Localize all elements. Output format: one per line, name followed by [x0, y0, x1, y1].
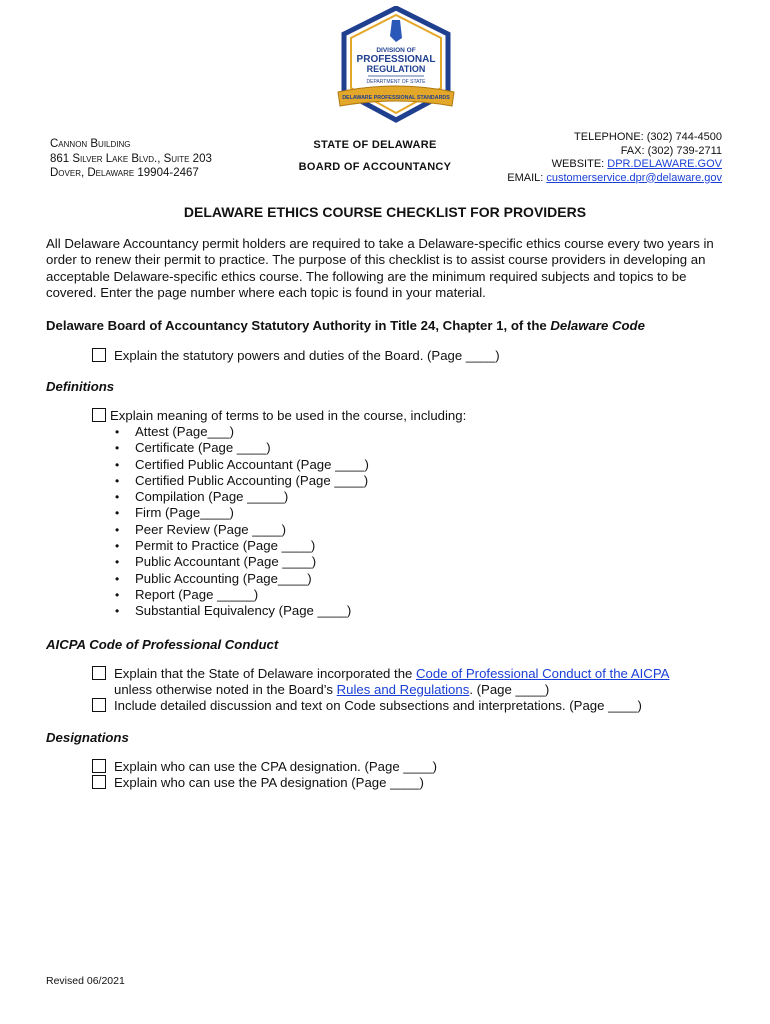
board-label: BOARD OF ACCOUNTANCY: [298, 161, 452, 173]
email-link[interactable]: customerservice.dpr@delaware.gov: [546, 171, 722, 184]
list-item: • Certified Public Accountant (Page ____): [113, 457, 369, 473]
agency-heading: [290, 139, 460, 183]
list-item: • Certified Public Accounting (Page ____): [113, 473, 369, 489]
checklist-item-text: . (Page ____): [469, 682, 550, 697]
checklist-item-cpa-designation: [92, 759, 437, 775]
list-item: • Report (Page _____): [113, 587, 369, 603]
checklist-item-definitions: [92, 408, 466, 424]
telephone: TELEPHONE: (302) 744-4500: [574, 131, 722, 143]
website-row: [507, 158, 722, 172]
definitions-term-list: [113, 424, 369, 620]
division-seal-logo: [330, 6, 462, 126]
designations-heading: Designations: [46, 730, 129, 745]
checklist-item-statutory: [92, 348, 500, 364]
list-item: • Public Accountant (Page ____): [113, 554, 369, 570]
checkbox[interactable]: [92, 408, 106, 422]
aicpa-code-link[interactable]: Code of Professional Conduct of the AICPA: [416, 666, 670, 681]
list-item: • Firm (Page____): [113, 505, 369, 521]
statutory-heading-text: Delaware Board of Accountancy Statutory Authority in Title 24, Chapter 1, of the: [46, 318, 551, 333]
address-block: [50, 137, 212, 181]
page-title: DELAWARE ETHICS COURSE CHECKLIST FOR PROVIDERS: [183, 204, 587, 220]
fax: FAX: (302) 739-2711: [620, 144, 722, 157]
checkbox[interactable]: [92, 348, 106, 362]
list-item: • Peer Review (Page ____): [113, 522, 369, 538]
address-line-1: Cannon Building: [50, 138, 131, 150]
email-row: [507, 172, 722, 186]
checklist-item-aicpa-discussion: [92, 698, 642, 714]
checkbox[interactable]: [92, 775, 106, 789]
list-item: • Certificate (Page ____): [113, 440, 369, 456]
statutory-heading-italic: Delaware Code: [550, 318, 645, 333]
address-line-2: 861 Silver Lake Blvd., Suite 203: [50, 152, 212, 165]
checklist-item-aicpa-line2: [114, 682, 549, 698]
checklist-item-text: unless otherwise noted in the Board’s: [114, 682, 337, 697]
address-line-3: Dover, Delaware 19904-2467: [50, 167, 199, 179]
checkbox[interactable]: [92, 666, 106, 680]
checkbox[interactable]: [92, 759, 106, 773]
statutory-heading: [46, 318, 645, 333]
list-item: • Substantial Equivalency (Page ____): [113, 603, 369, 619]
list-item: • Public Accounting (Page____): [113, 571, 369, 587]
email-label: EMAIL:: [507, 171, 547, 184]
website-label: WEBSITE:: [551, 158, 608, 170]
checklist-item-text: Explain meaning of terms to be used in the course, including:: [110, 408, 467, 423]
rules-regulations-link[interactable]: Rules and Regulations: [336, 682, 470, 697]
checklist-item-text: Explain who can use the PA designation (Page ____): [114, 775, 424, 790]
state-label: STATE OF DELAWARE: [313, 139, 437, 151]
seal-division-of: DIVISION OF: [376, 47, 416, 54]
seal-name-line1: PROFESSIONAL: [356, 54, 436, 65]
definitions-heading: Definitions: [46, 379, 115, 394]
list-item: • Permit to Practice (Page ____): [113, 538, 369, 554]
intro-paragraph: All Delaware Accountancy permit holders are required to take a Delaware-specific ethics course every two years in order to renew their permit to practice. The purpose of this checklist is to assist course providers in developing an acceptable Delaware-specific ethics course. The following are the minimum required subjects and topics to be covered. Enter the page number where each topic is found in your material.: [46, 236, 714, 300]
website-link[interactable]: DPR.DELAWARE.GOV: [607, 158, 722, 170]
aicpa-heading: AICPA Code of Professional Conduct: [46, 637, 279, 652]
contact-block: [507, 131, 722, 185]
seal-department: DEPARTMENT OF STATE: [366, 79, 426, 85]
checklist-item-pa-designation: [92, 775, 424, 791]
revision-date: Revised 06/2021: [46, 975, 125, 987]
checklist-item-text: Explain who can use the CPA designation. (Page ____): [114, 759, 438, 774]
checklist-item-text: Explain that the State of Delaware incorporated the: [114, 666, 417, 681]
checkbox[interactable]: [92, 698, 106, 712]
list-item: • Compilation (Page _____): [113, 489, 369, 505]
list-item: • Attest (Page___): [113, 424, 369, 440]
checklist-item-text: Include detailed discussion and text on Code subsections and interpretations. (Page ____): [114, 698, 642, 713]
seal-name-line2: REGULATION: [366, 64, 426, 74]
checklist-item-text: Explain the statutory powers and duties of the Board. (Page ____): [114, 348, 500, 363]
seal-ribbon-text: DELAWARE PROFESSIONAL STANDARDS: [342, 95, 450, 101]
checklist-item-aicpa-incorporation: [92, 666, 669, 682]
